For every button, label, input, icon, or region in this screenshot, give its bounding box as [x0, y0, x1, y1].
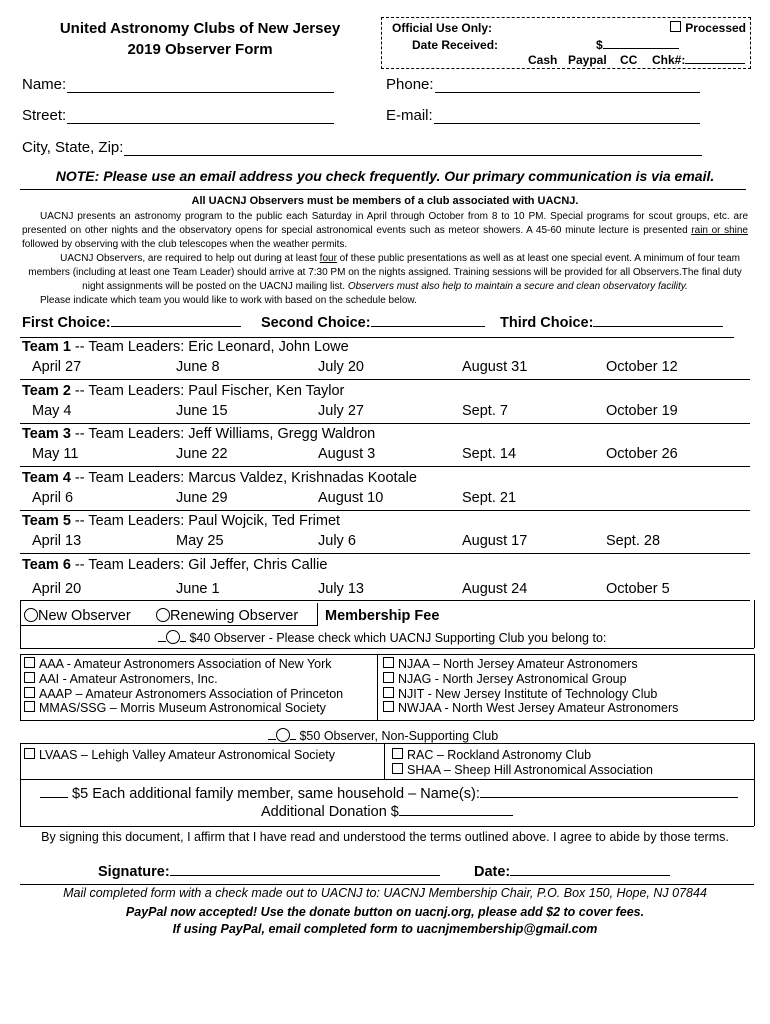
paypal-email-note: If using PayPal, email completed form to uacnjmembership@gmail.com	[172, 922, 598, 936]
renewing-observer-label: Renewing Observer	[170, 608, 299, 624]
club-option[interactable]: NJAA – North Jersey Amateur Astronomers	[383, 657, 638, 671]
radio-icon	[166, 630, 180, 644]
checkbox-icon	[392, 748, 403, 759]
new-observer-option[interactable]	[24, 608, 131, 624]
club-option[interactable]: NWJAA - North West Jersey Amateur Astronomers	[383, 701, 678, 715]
team-4-header: Team 4 -- Team Leaders: Marcus Valdez, Krishnadas Kootale	[22, 469, 417, 486]
third-choice-field[interactable]: Third Choice:	[500, 315, 723, 331]
team-1-date: October 12	[606, 359, 678, 375]
team-4-date: June 29	[176, 489, 228, 506]
checkbox-icon	[383, 687, 394, 698]
checkbox-icon	[383, 657, 394, 668]
checkbox-icon	[383, 672, 394, 683]
info-paragraph-1: UACNJ presents an astronomy program to the public each Saturday in April through October from 8 to 10 PM. Special programs for scout groups, etc. are presented on other nights and the observatory opens for special astronomical events such as meteor showers. A 45-60 minute lecture is presented rain or shine followed by observing with the club telescopes when the weather permits.	[22, 211, 748, 250]
mail-instructions: Mail completed form with a check made out to UACNJ to: UACNJ Membership Chair, P.O. Box 150, Hope, NJ 07844	[63, 886, 707, 900]
checkbox-icon	[24, 701, 35, 712]
checkbox-icon	[670, 21, 681, 32]
radio-icon	[24, 608, 38, 622]
team-5-date: Sept. 28	[606, 533, 661, 550]
team-4-date: Sept. 21	[462, 489, 517, 506]
new-observer-label: New Observer	[38, 608, 131, 624]
processed-checkbox[interactable]	[670, 21, 746, 35]
affirm-text: By signing this document, I affirm that I have read and understood the terms outlined above. I agree to abide by those terms.	[41, 830, 729, 844]
date-received-label: Date Received:	[412, 38, 499, 52]
phone-field[interactable]	[386, 76, 700, 93]
checkbox-icon	[24, 748, 35, 759]
team-1-header: Team 1 -- Team Leaders: Eric Leonard, John Lowe	[22, 339, 349, 355]
form-title: 2019 Observer Form	[127, 41, 273, 58]
signature-field[interactable]: Signature:	[98, 864, 440, 880]
team-2-date: May 4	[32, 402, 72, 419]
team-6-date: April 20	[32, 581, 82, 597]
team-5-header: Team 5 -- Team Leaders: Paul Wojcik, Ted Frimet	[22, 513, 341, 530]
checkbox-icon	[392, 763, 403, 774]
chk-field[interactable]: Chk#:	[652, 53, 745, 67]
non-supporting-option[interactable]	[268, 728, 498, 743]
team-2-date: October 19	[606, 402, 678, 419]
renewing-observer-option[interactable]	[156, 608, 298, 624]
email-field[interactable]	[386, 107, 700, 124]
cash-label: Cash	[528, 53, 558, 67]
street-label: Street:	[22, 107, 67, 124]
club-option-shaa[interactable]: SHAA – Sheep Hill Astronomical Association	[392, 763, 653, 777]
paypal-note: PayPal now accepted! Use the donate button on uacnj.org, please add $2 to cover fees.	[125, 905, 645, 919]
city-label: City, State, Zip:	[22, 139, 124, 156]
checkbox-icon	[24, 657, 35, 668]
team-6-header: Team 6 -- Team Leaders: Gil Jeffer, Chris Callie	[22, 557, 328, 573]
phone-label: Phone:	[386, 76, 434, 93]
donation-field[interactable]: Additional Donation $	[261, 804, 513, 820]
team-6-date: August 24	[462, 581, 528, 597]
team-4-date: August 10	[318, 489, 384, 506]
processed-label: Processed	[685, 21, 746, 35]
info-paragraph-3: Please indicate which team you would like to work with based on the schedule below.	[40, 295, 417, 306]
city-field[interactable]	[22, 139, 702, 156]
club-option[interactable]: NJAG - North Jersey Astronomical Group	[383, 672, 627, 686]
team-4-date: April 6	[32, 489, 74, 506]
non-supporting-label: $50 Observer, Non-Supporting Club	[299, 729, 499, 743]
team-5-date: July 6	[318, 533, 356, 550]
team-2-header: Team 2 -- Team Leaders: Paul Fischer, Ken Taylor	[22, 382, 345, 399]
note-text: NOTE: Please use an email address you check frequently. Our primary communication is via email.	[55, 168, 715, 184]
info-paragraph-2: UACNJ Observers, are required to help out during at least four of these public presentations as well as at least one special event. A minimum of four team members (including at least one Team Leader) should arrive at 7:30 PM on the nights assigned. Training sessions will be provided for all Observers.The final duty night assignments will be posted on the UACNJ mailing list. Observers must also help to maintain a secure and clean observatory facility.	[28, 253, 742, 292]
checkbox-icon	[383, 701, 394, 712]
radio-icon	[276, 728, 290, 742]
team-3-date: August 3	[318, 446, 376, 463]
team-5-date: August 17	[462, 533, 528, 550]
team-2-date: Sept. 7	[462, 402, 508, 419]
name-label: Name:	[22, 76, 67, 93]
team-6-date: June 1	[176, 581, 220, 597]
checkbox-icon	[24, 687, 35, 698]
club-option[interactable]: MMAS/SSG – Morris Museum Astronomical Society	[24, 701, 326, 715]
team-3-date: October 26	[606, 446, 678, 463]
org-title: United Astronomy Clubs of New Jersey	[59, 20, 341, 37]
team-6-date: July 13	[318, 581, 364, 597]
club-option[interactable]: NJIT - New Jersey Institute of Technology Club	[383, 687, 657, 701]
paypal-label: Paypal	[568, 53, 607, 67]
club-option[interactable]: AAI - Amateur Astronomers, Inc.	[24, 672, 218, 686]
club-option-rac[interactable]: RAC – Rockland Astronomy Club	[392, 748, 591, 762]
team-3-date: May 11	[32, 446, 79, 463]
amount-field[interactable]: $	[596, 38, 679, 52]
club-option[interactable]: AAAP – Amateur Astronomers Association of Princeton	[24, 687, 343, 701]
first-choice-field[interactable]: First Choice:	[22, 315, 241, 331]
supporting-label: $40 Observer - Please check which UACNJ Supporting Club you belong to:	[189, 631, 607, 645]
club-option[interactable]: AAA - Amateur Astronomers Association of New York	[24, 657, 332, 671]
team-1-date: April 27	[32, 359, 82, 375]
club-option-lvaas[interactable]: LVAAS – Lehigh Valley Amateur Astronomical Society	[24, 748, 335, 762]
name-field[interactable]	[22, 76, 334, 93]
radio-icon	[156, 608, 170, 622]
checkbox-icon	[24, 672, 35, 683]
team-1-date: August 31	[462, 359, 528, 375]
team-6-date: October 5	[606, 581, 670, 597]
team-2-date: July 27	[318, 402, 364, 419]
team-2-date: June 15	[176, 402, 228, 419]
team-3-date: June 22	[176, 446, 228, 463]
info-heading: All UACNJ Observers must be members of a club associated with UACNJ.	[191, 195, 579, 207]
date-field[interactable]: Date:	[474, 864, 670, 880]
official-use-title: Official Use Only:	[392, 21, 493, 35]
email-label: E-mail:	[386, 107, 433, 124]
team-5-date: April 13	[32, 533, 82, 550]
team-1-date: June 8	[176, 359, 220, 375]
family-member-field[interactable]: $5 Each additional family member, same household – Name(s):	[40, 786, 738, 802]
team-1-date: July 20	[318, 359, 364, 375]
membership-fee-heading: Membership Fee	[325, 608, 440, 624]
team-3-header: Team 3 -- Team Leaders: Jeff Williams, Gregg Waldron	[22, 426, 376, 443]
team-3-date: Sept. 14	[462, 446, 517, 463]
official-use-box	[381, 17, 751, 69]
supporting-option[interactable]	[158, 630, 606, 645]
street-field[interactable]	[22, 107, 334, 124]
team-5-date: May 25	[176, 533, 224, 550]
cc-label: CC	[620, 53, 638, 67]
second-choice-field[interactable]: Second Choice:	[261, 315, 485, 331]
